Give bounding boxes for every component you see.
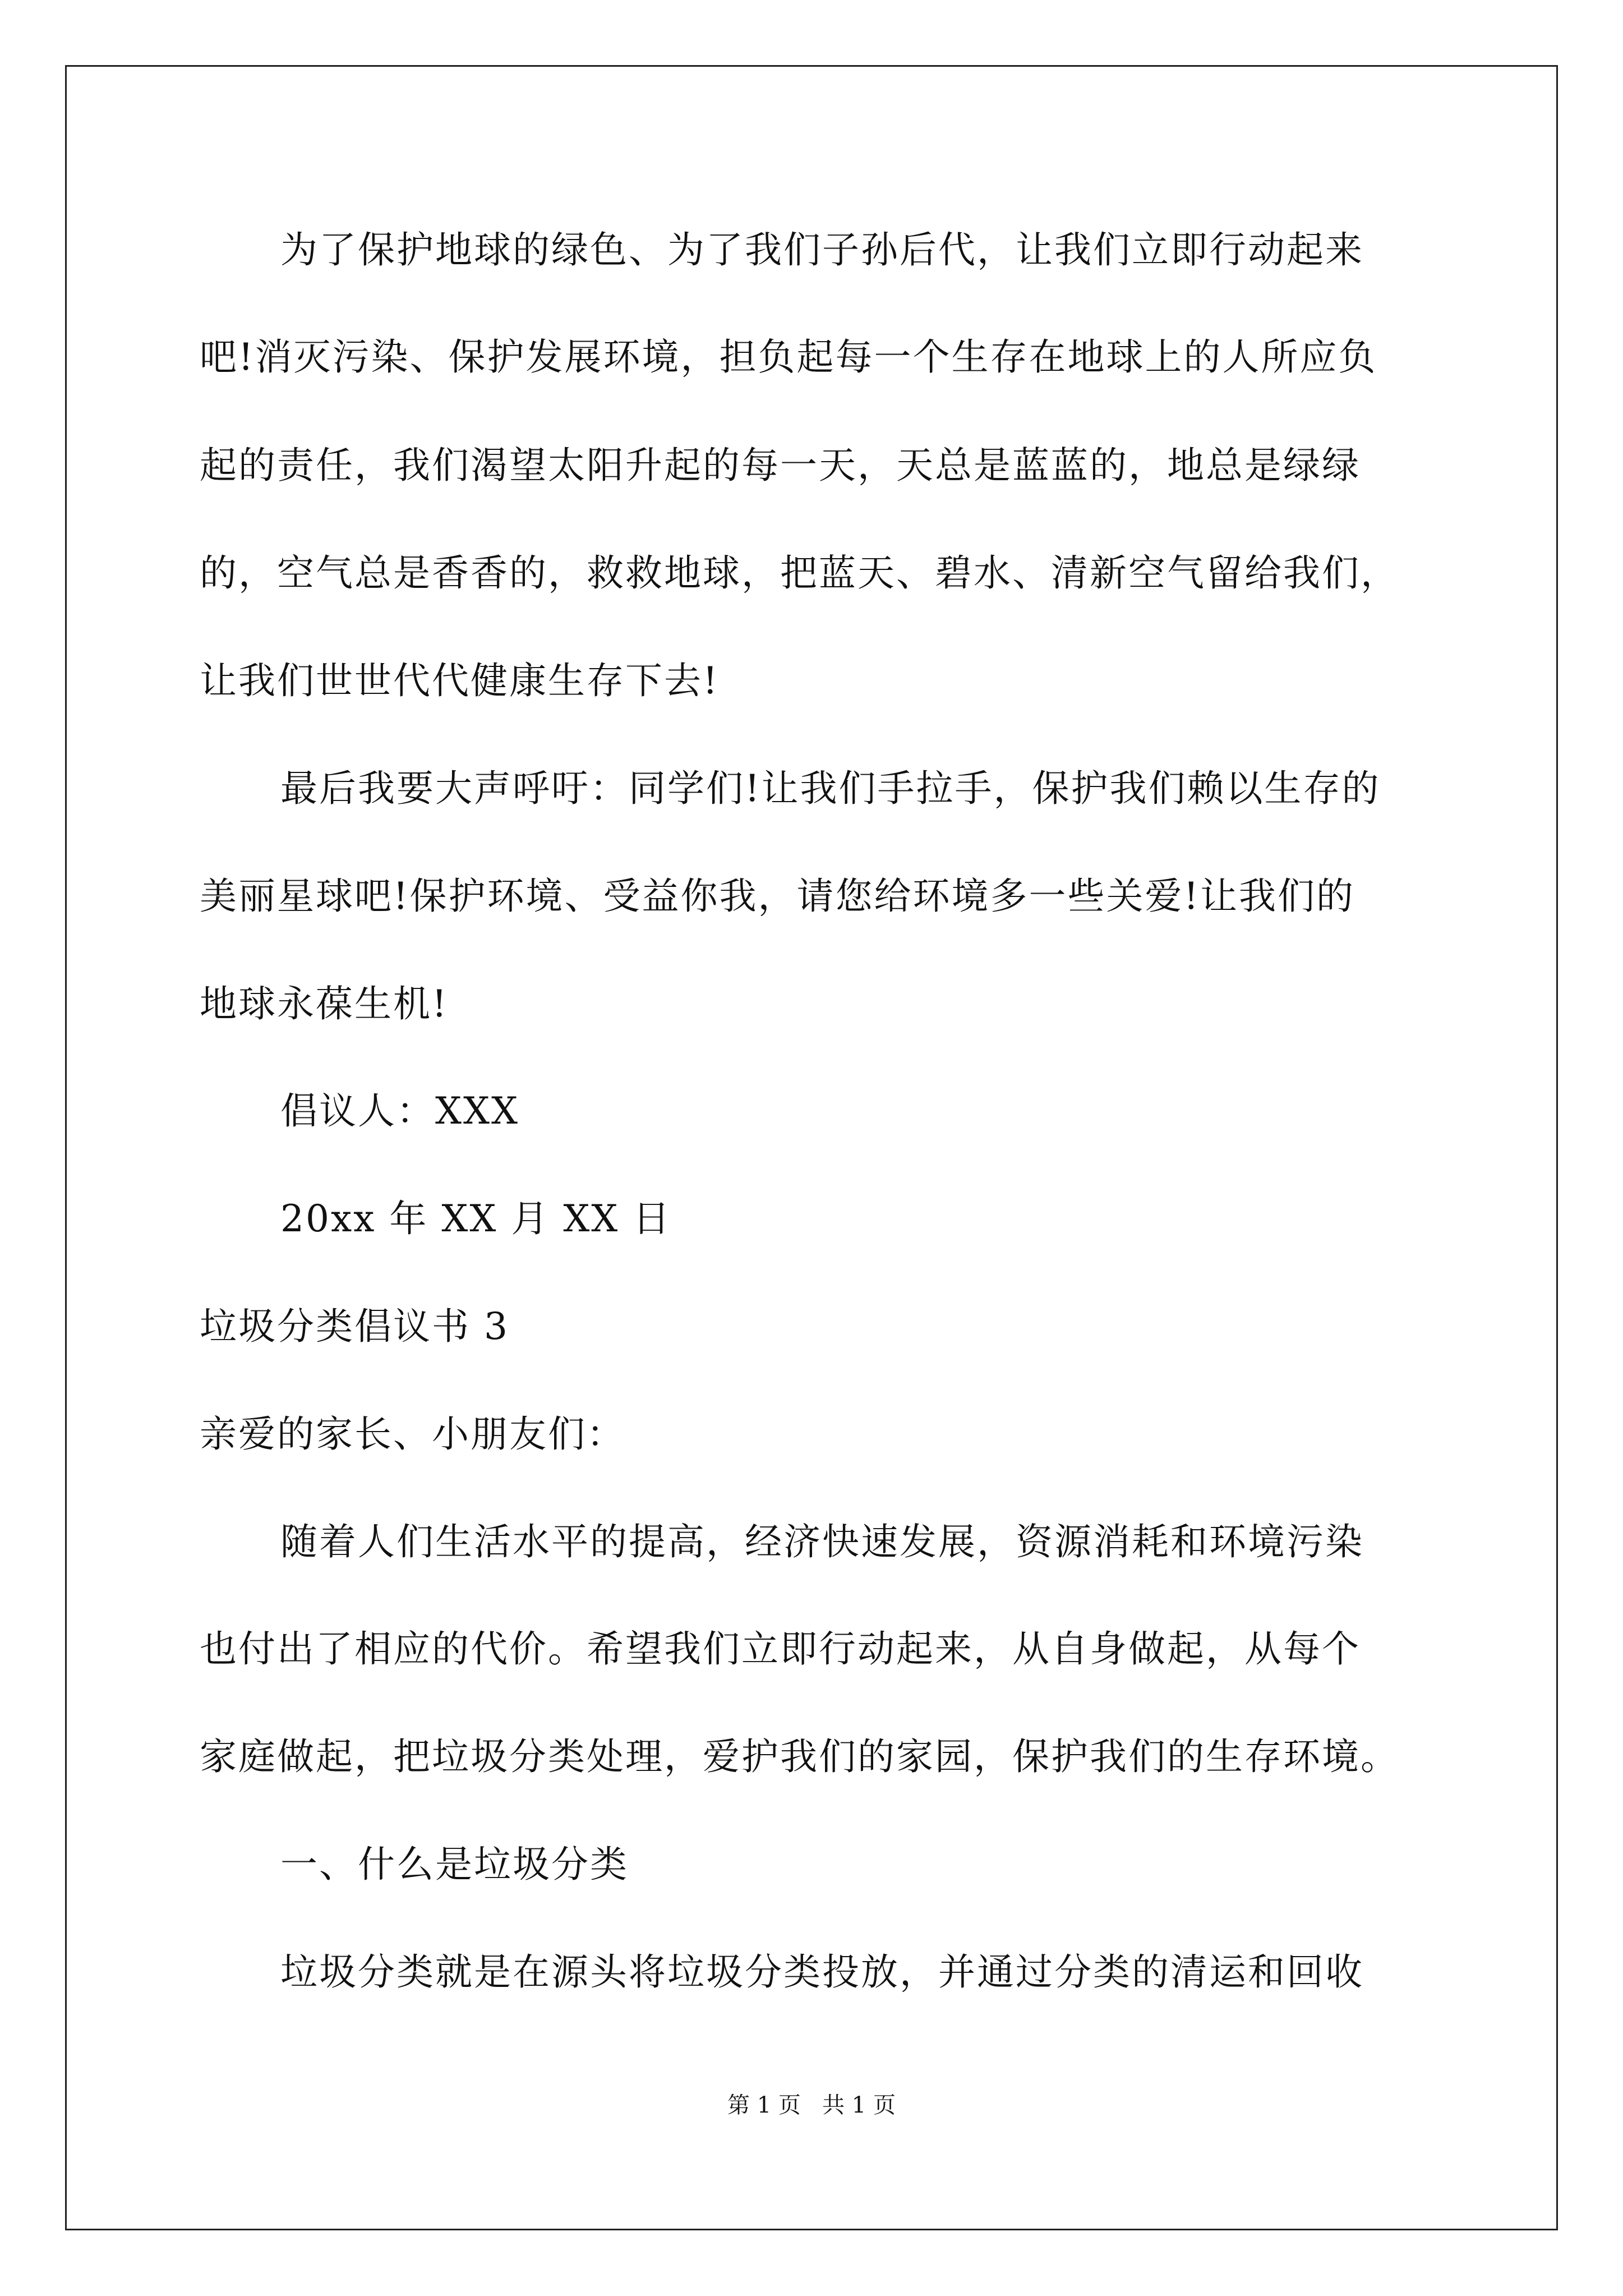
body-line: 的，空气总是香香的，救救地球，把蓝天、碧水、清新空气留给我们， bbox=[200, 551, 1399, 595]
body-line: 让我们世世代代健康生存下去! bbox=[200, 659, 720, 702]
body-line: 最后我要大声呼吁：同学们!让我们手拉手，保护我们赖以生存的 bbox=[280, 767, 1381, 810]
body-line: 起的责任，我们渴望太阳升起的每一天，天总是蓝蓝的，地总是绿绿 bbox=[200, 444, 1361, 487]
body-line: 随着人们生活水平的提高，经济快速发展，资源消耗和环境污染 bbox=[280, 1520, 1364, 1563]
signatory-line: 倡议人：XXX bbox=[280, 1089, 519, 1133]
salutation: 亲爱的家长、小朋友们： bbox=[200, 1412, 625, 1456]
body-line: 为了保护地球的绿色、为了我们子孙后代，让我们立即行动起来 bbox=[280, 228, 1364, 272]
subheading: 一、什么是垃圾分类 bbox=[280, 1843, 629, 1886]
body-line: 垃圾分类就是在源头将垃圾分类投放，并通过分类的清运和回收 bbox=[280, 1950, 1364, 1994]
date-line: 20xx 年 XX 月 XX 日 bbox=[280, 1197, 672, 1240]
section-title: 垃圾分类倡议书 3 bbox=[200, 1305, 509, 1348]
page-border bbox=[65, 65, 1558, 2230]
page-footer: 第 1 页 共 1 页 bbox=[727, 2092, 896, 2118]
body-line: 地球永葆生机! bbox=[200, 982, 449, 1025]
body-line: 吧!消灭污染、保护发展环境，担负起每一个生存在地球上的人所应负 bbox=[200, 335, 1377, 379]
body-line: 美丽星球吧!保护环境、受益你我，请您给环境多一些关爱!让我们的 bbox=[200, 875, 1355, 918]
body-line: 也付出了相应的代价。希望我们立即行动起来，从自身做起，从每个 bbox=[200, 1627, 1361, 1671]
body-line: 家庭做起，把垃圾分类处理，爱护我们的家园，保护我们的生存环境。 bbox=[200, 1735, 1399, 1778]
